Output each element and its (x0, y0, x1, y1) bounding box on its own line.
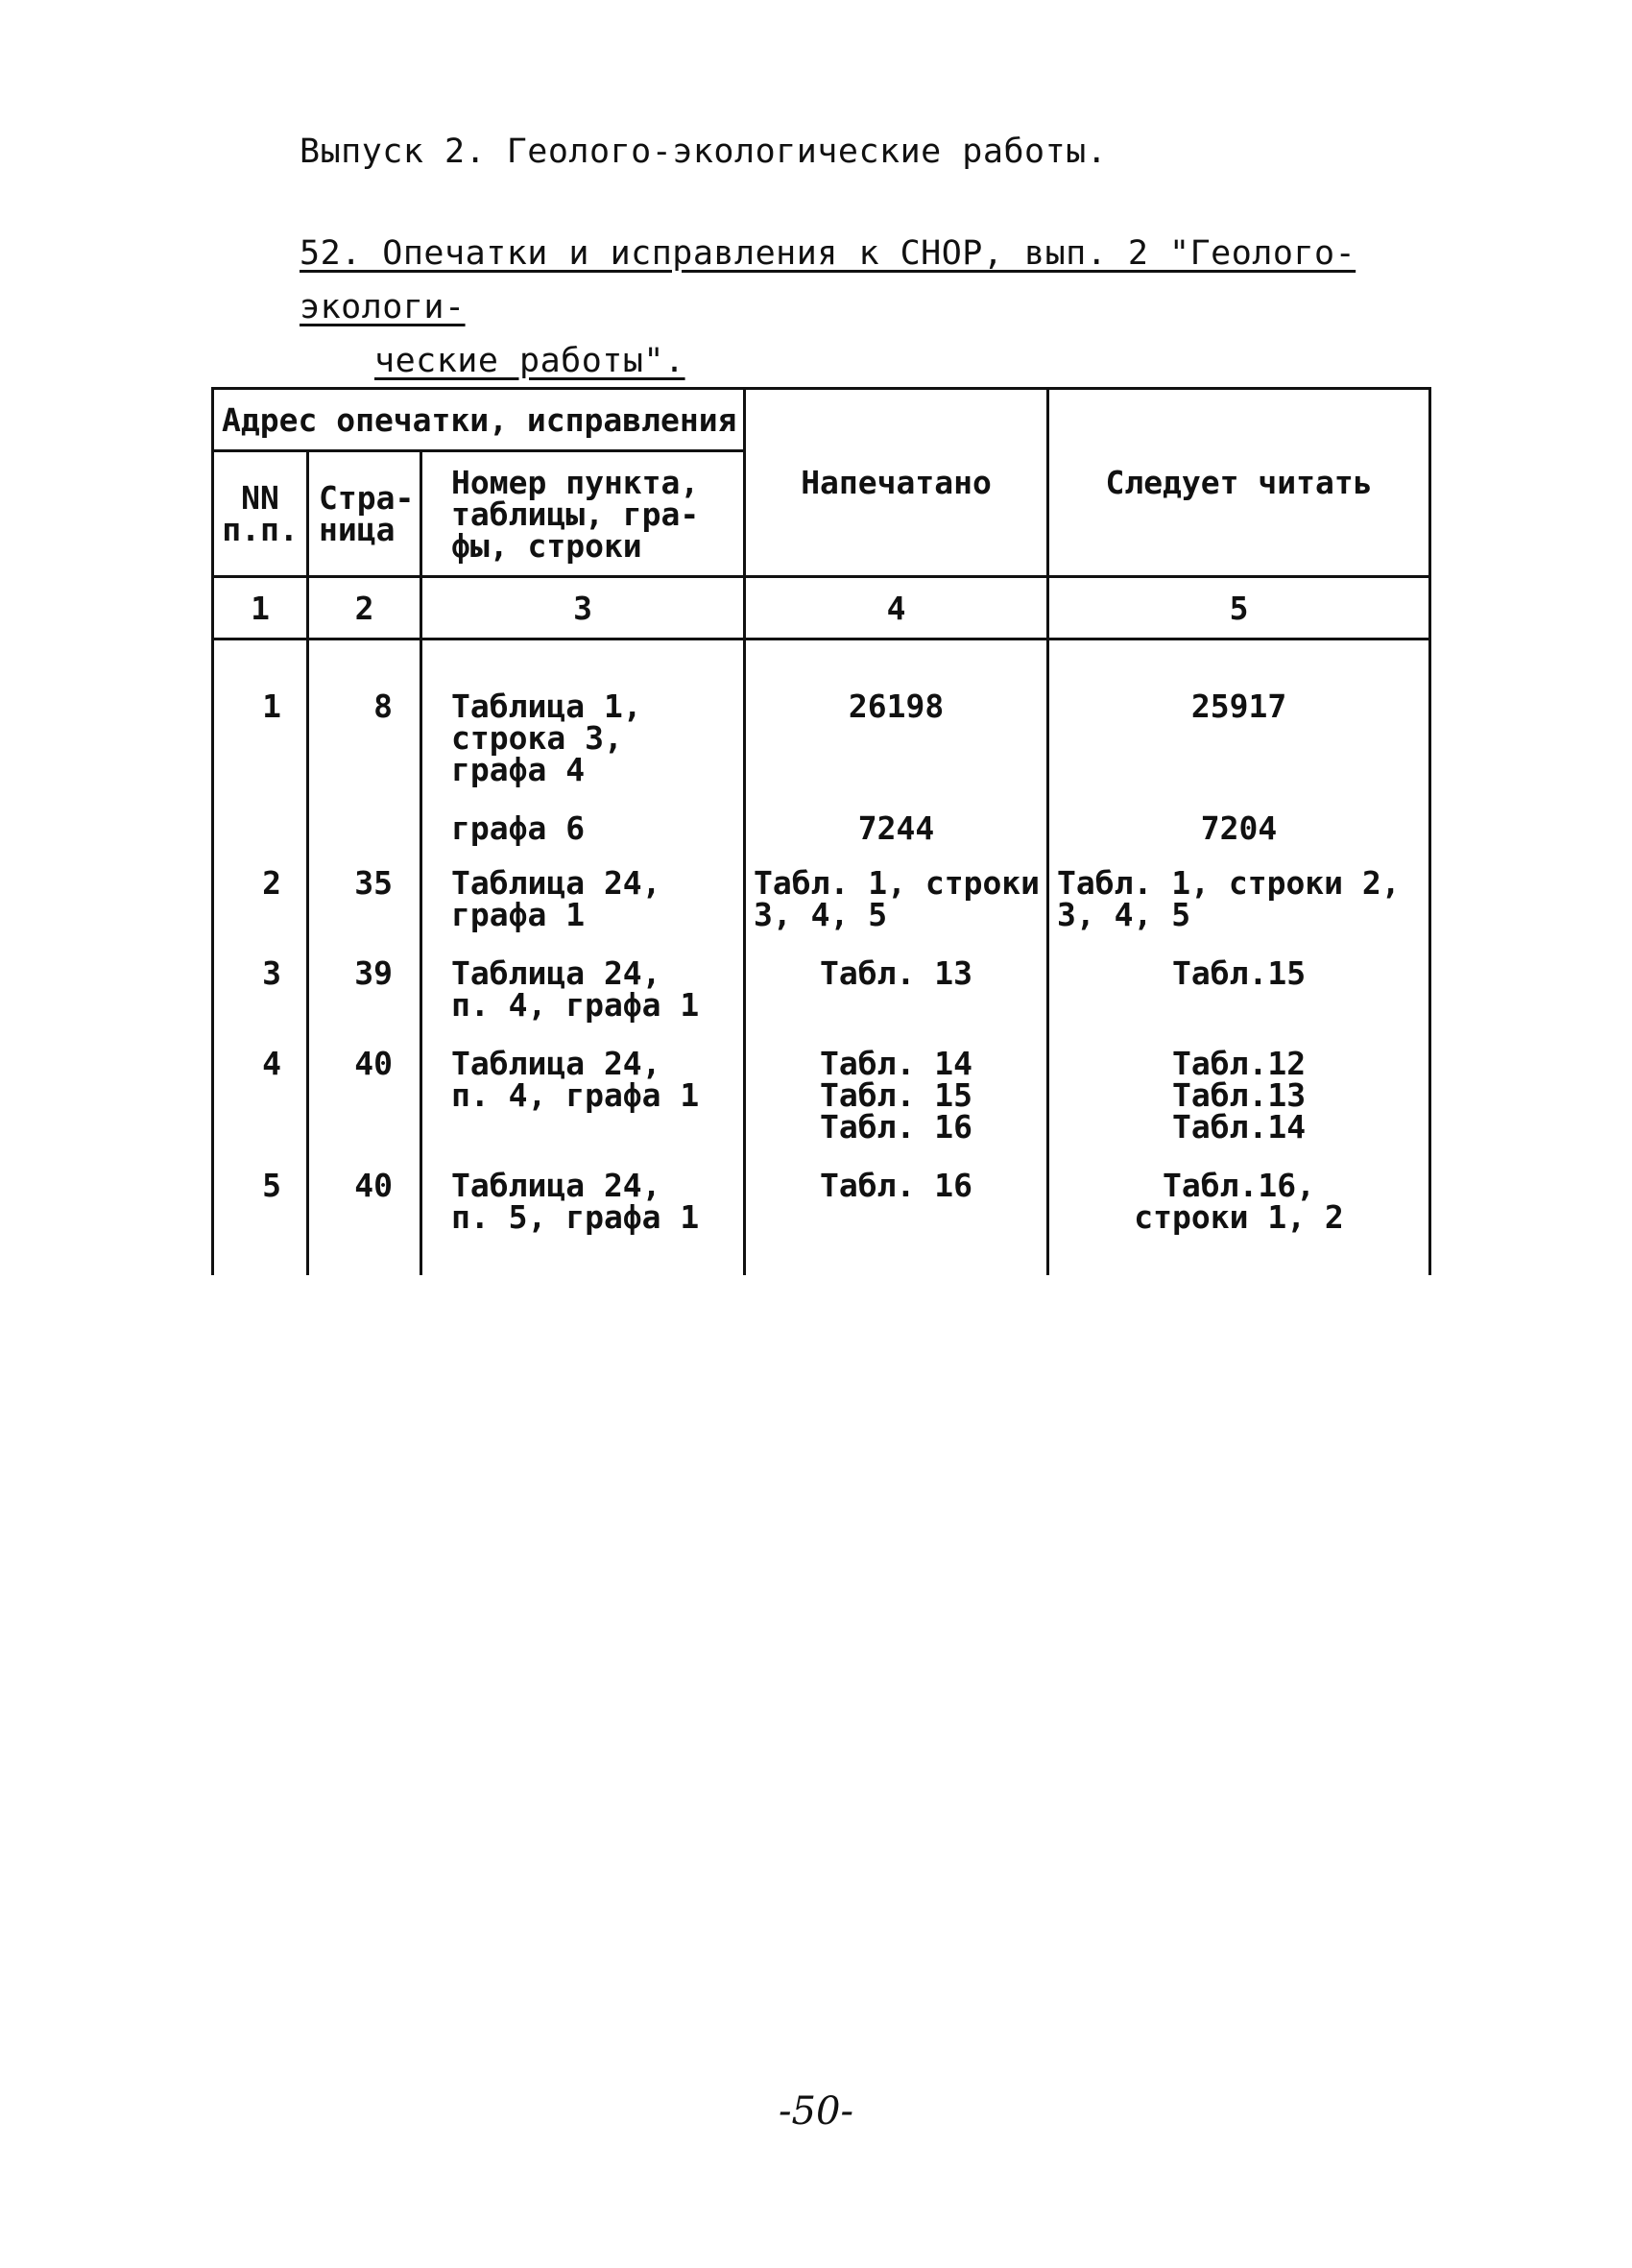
row-item: Таблица 24, п. 5, графа 1 (421, 1170, 745, 1275)
row-nn (213, 812, 308, 867)
row-item: Таблица 24, п. 4, графа 1 (421, 957, 745, 1048)
table-row (213, 867, 1430, 957)
row-nn: 4 (213, 1048, 308, 1170)
page-number: -50- (779, 2089, 853, 2134)
row-page: 39 (308, 957, 421, 1048)
section-title-line-1: 52. Опечатки и исправления к СНОР, вып. 2 "Геолого-экологи- (300, 234, 1356, 326)
column-number-1: 1 (213, 577, 308, 639)
row-page: 40 (308, 1170, 421, 1275)
row-nn: 2 (213, 867, 308, 957)
row-page: 40 (308, 1048, 421, 1170)
row-should-read: 25917 (1048, 639, 1430, 813)
row-printed: 7244 (745, 812, 1048, 867)
row-should-read: 7204 (1048, 812, 1430, 867)
table-row (213, 812, 1430, 867)
row-should-read: Табл.16, строки 1, 2 (1048, 1170, 1430, 1275)
row-nn: 5 (213, 1170, 308, 1275)
row-printed: Табл. 1, строки 3, 4, 5 (745, 867, 1048, 957)
row-item: графа 6 (421, 812, 745, 867)
row-printed: Табл. 16 (745, 1170, 1048, 1275)
column-number-3: 3 (421, 577, 745, 639)
section-title-line-2: ческие работы". (374, 342, 685, 380)
row-printed: 26198 (745, 639, 1048, 813)
address-group-header: Адрес опечатки, исправления (213, 389, 745, 451)
table-row (213, 1048, 1430, 1170)
row-item: Таблица 24, п. 4, графа 1 (421, 1048, 745, 1170)
section-title (300, 227, 1452, 388)
row-should-read: Табл.15 (1048, 957, 1430, 1048)
row-item: Таблица 1, строка 3, графа 4 (421, 639, 745, 813)
errata-table (211, 387, 1431, 1275)
item-header: Номер пункта, таблицы, гра- фы, строки (421, 451, 745, 577)
document-heading: Выпуск 2. Геолого-экологические работы. (300, 133, 1108, 171)
column-number-5: 5 (1048, 577, 1430, 639)
page-header: Стра- ница (308, 451, 421, 577)
nn-header: NN п.п. (213, 451, 308, 577)
table-row (213, 639, 1430, 813)
printed-header: Напечатано (745, 389, 1048, 577)
row-printed: Табл. 14 Табл. 15 Табл. 16 (745, 1048, 1048, 1170)
row-nn: 3 (213, 957, 308, 1048)
row-page (308, 812, 421, 867)
should-read-header: Следует читать (1048, 389, 1430, 577)
column-number-4: 4 (745, 577, 1048, 639)
row-page: 35 (308, 867, 421, 957)
table-row (213, 1170, 1430, 1275)
row-should-read: Табл.12 Табл.13 Табл.14 (1048, 1048, 1430, 1170)
row-should-read: Табл. 1, строки 2, 3, 4, 5 (1048, 867, 1430, 957)
row-page: 8 (308, 639, 421, 813)
row-printed: Табл. 13 (745, 957, 1048, 1048)
column-number-2: 2 (308, 577, 421, 639)
row-nn: 1 (213, 639, 308, 813)
table-row (213, 957, 1430, 1048)
row-item: Таблица 24, графа 1 (421, 867, 745, 957)
